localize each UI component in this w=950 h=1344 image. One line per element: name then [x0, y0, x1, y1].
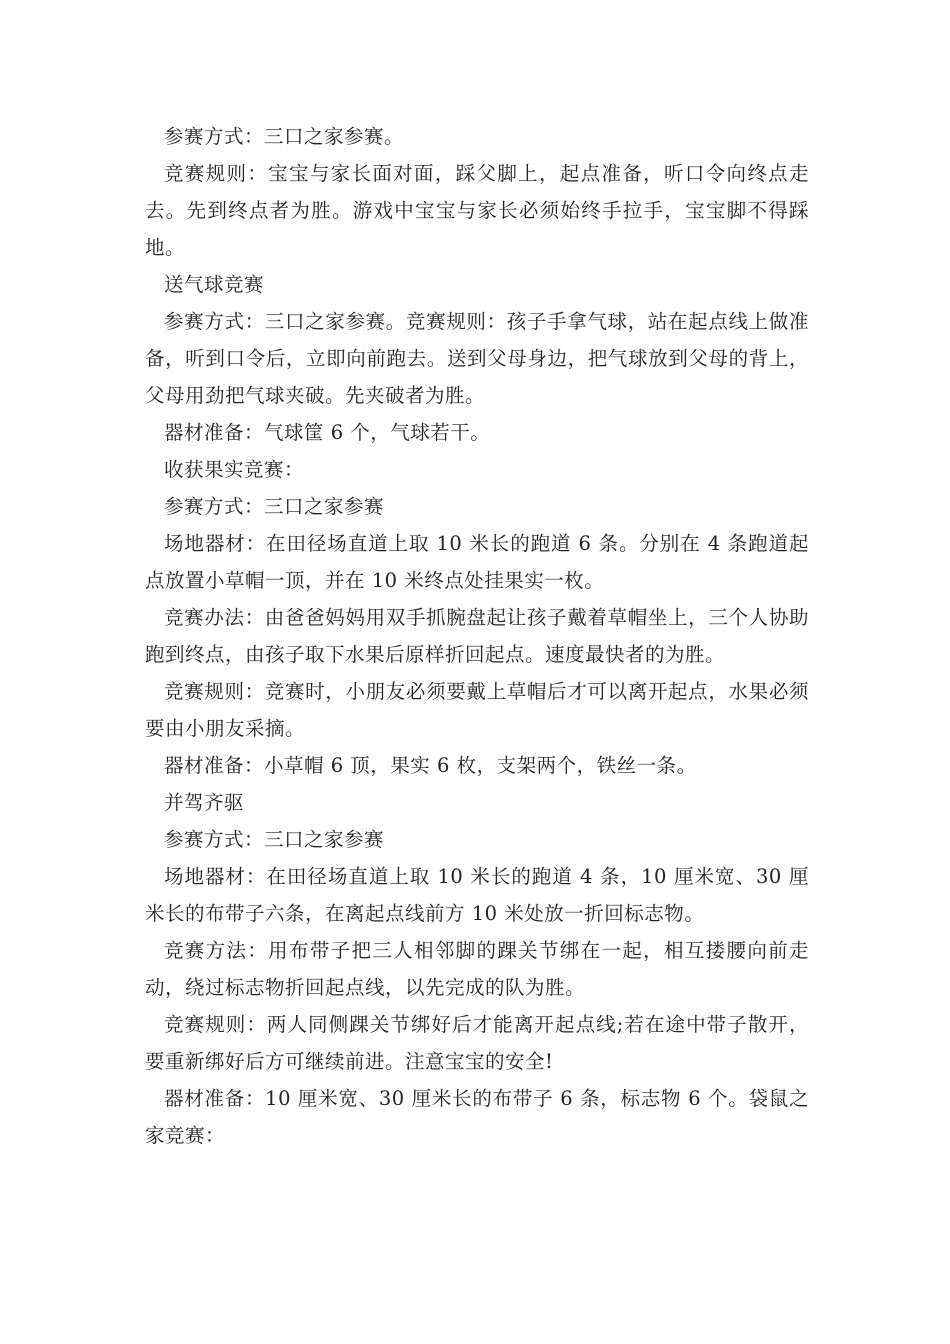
paragraph-balloon-equipment: 器材准备：气球筐 6 个，气球若干。 — [164, 421, 491, 444]
paragraph-side-venue: 场地器材：在田径场直道上取 10 米长的跑道 4 条，10 厘米宽、30 厘米长的布带子六条，在离起点线前方 10 米处放一折回标志物。 — [145, 865, 809, 925]
paragraph-participation: 参赛方式：三口之家参赛。 — [164, 125, 405, 148]
paragraph-side-rules: 竞赛规则：两人同侧踝关节绑好后才能离开起点线;若在途中带子散开，要重新绑好后方可继续前进。注意宝宝的安全! — [145, 1013, 809, 1073]
paragraph-side-participation: 参赛方式：三口之家参赛 — [164, 828, 385, 851]
paragraph-harvest-participation: 参赛方式：三口之家参赛 — [164, 495, 385, 518]
paragraph-balloon-rules: 参赛方式：三口之家参赛。竞赛规则：孩子手拿气球，站在起点线上做准备，听到口令后，立即向前跑去。送到父母身边，把气球放到父母的背上，父母用劲把气球夹破。先夹破者为胜。 — [145, 310, 809, 407]
heading-harvest-race: 收获果实竞赛： — [164, 458, 305, 481]
paragraph-harvest-equipment: 器材准备：小草帽 6 顶，果实 6 枚，支架两个，铁丝一条。 — [164, 754, 697, 777]
heading-side-by-side: 并驾齐驱 — [164, 791, 245, 814]
document-body — [145, 118, 809, 1154]
paragraph-side-method: 竞赛方法：用布带子把三人相邻脚的踝关节绑在一起，相互搂腰向前走动，绕过标志物折回起点线，以先完成的队为胜。 — [145, 939, 809, 999]
heading-balloon-race: 送气球竞赛 — [164, 273, 265, 296]
paragraph-harvest-rules: 竞赛规则：竞赛时，小朋友必须要戴上草帽后才可以离开起点，水果必须要由小朋友采摘。 — [145, 680, 809, 740]
paragraph-harvest-method: 竞赛办法：由爸爸妈妈用双手抓腕盘起让孩子戴着草帽坐上，三个人协助跑到终点，由孩子取下水果后原样折回起点。速度最快者的为胜。 — [145, 606, 809, 666]
paragraph-side-equipment: 器材准备：10 厘米宽、30 厘米长的布带子 6 条，标志物 6 个。袋鼠之家竞赛： — [145, 1087, 809, 1147]
paragraph-harvest-venue: 场地器材：在田径场直道上取 10 米长的跑道 6 条。分别在 4 条跑道起点放置小草帽一顶，并在 10 米终点处挂果实一枚。 — [145, 532, 809, 592]
paragraph-rules: 竞赛规则：宝宝与家长面对面，踩父脚上，起点准备，听口令向终点走去。先到终点者为胜。游戏中宝宝与家长必须始终手拉手，宝宝脚不得踩地。 — [145, 162, 809, 259]
